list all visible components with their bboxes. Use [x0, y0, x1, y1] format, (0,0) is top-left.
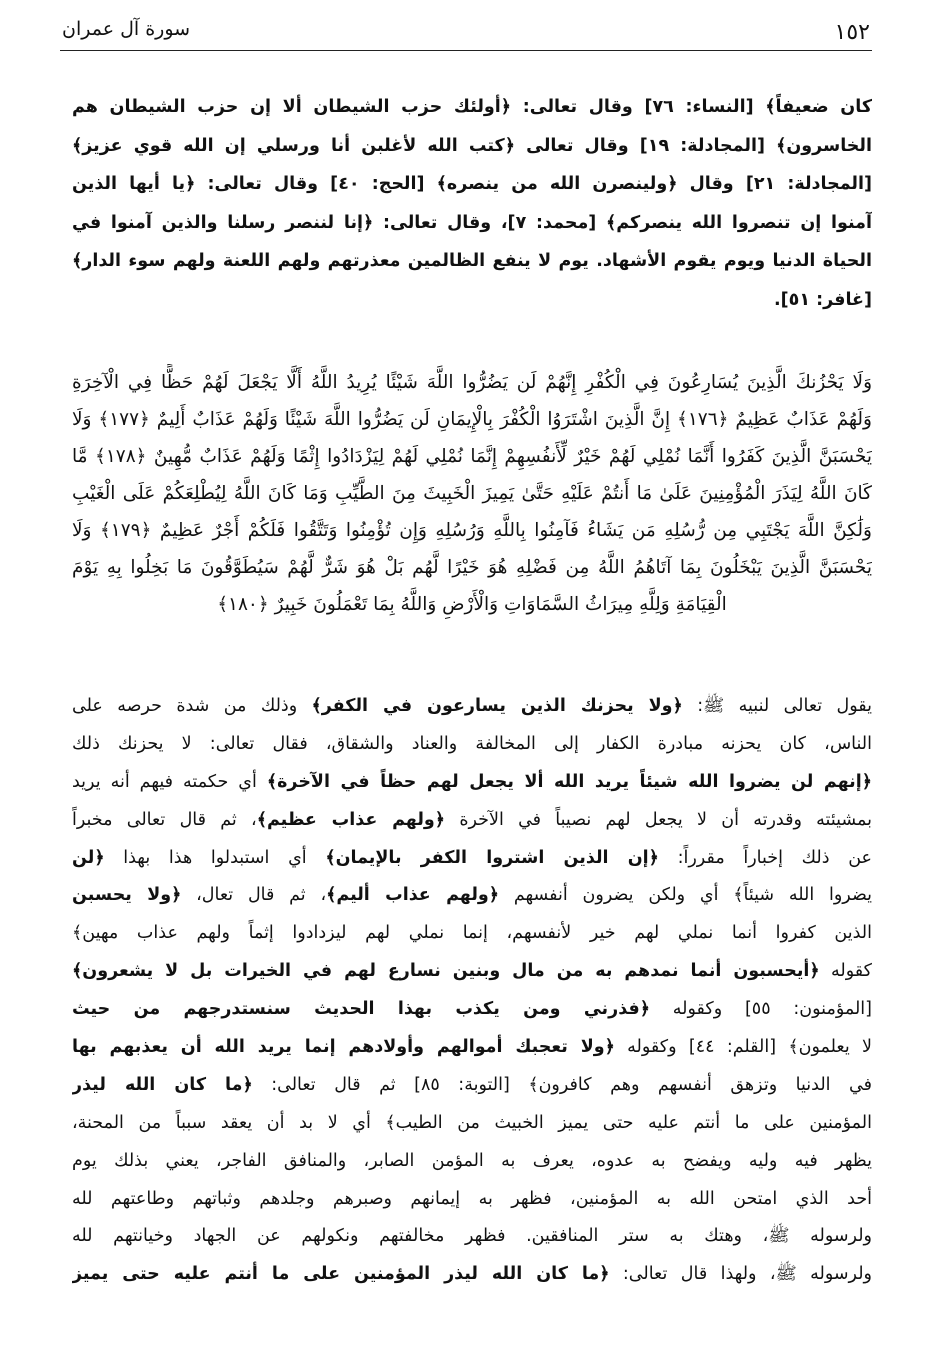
text-line: [غافر: ٥١].: [774, 289, 872, 310]
text-line: آمنوا إن تنصروا الله ينصركم﴾ [محمد: ٧]، وقال تعالى: ﴿إنا لننصر رسلنا والذين آمنوا في: [72, 212, 872, 233]
commentary-line: أحد الذي امتحن الله به المؤمنين، فظهر به إيمانهم وصبرهم وجلدهم وثباتهم وطاعتهم لله: [72, 1188, 872, 1209]
commentary-line: المؤمنين على ما أنتم عليه حتى يميز الخبيث من الطيب﴾ أي لا بد أن يعقد سبباً من المحنة،: [72, 1112, 872, 1133]
text-line: الخاسرون﴾ [المجادلة: ١٩] وقال تعالى ﴿كتب الله لأغلبن أنا ورسلي إن الله قوي عزيز﴾: [72, 135, 872, 156]
commentary-line: في الدنيا وتزهق أنفسهم وهم كافرون﴾ [التوبة: ٨٥] ثم قال تعالى: ﴿ما كان الله ليذر: [72, 1074, 872, 1095]
commentary-line: ﴿إنهم لن يضروا الله شيئاً يريد الله ألا يجعل لهم حظاً في الآخرة﴾ أي حكمته فيهم أنه يريد: [72, 771, 872, 792]
text-line: [المجادلة: ٢١] وقال ﴿ولينصرن الله من ينصره﴾ [الحج: ٤٠] وقال تعالى: ﴿يا أيها الذين: [72, 174, 872, 194]
text-line: كان ضعيفاً﴾ [النساء: ٧٦] وقال تعالى: ﴿أولئك حزب الشيطان ألا إن حزب الشيطان هم: [72, 97, 872, 117]
verse-line: يَحْسَبَنَّ الَّذِينَ كَفَرُوا أَنَّمَا نُمْلِي لَهُمْ خَيْرٌ لِّأَنفُسِهِمْ إِنَّمَا نُمْلِي لَهُمْ لِيَزْدَادُوا إِثْمًا وَلَهُمْ عَذَابٌ مُّهِينٌ ﴿١٧٨﴾ مَّا: [72, 446, 872, 467]
commentary-line: [المؤمنون: ٥٥] وكقوله ﴿فذرني ومن يكذب بهذا الحديث سنستدرجهم من حيث: [72, 999, 872, 1020]
verse-line: وَلَٰكِنَّ اللَّهَ يَجْتَبِي مِن رُّسُلِهِ مَن يَشَاءُ فَآمِنُوا بِاللَّهِ وَرُسُلِهِ وَإِن تُؤْمِنُوا وَتَتَّقُوا فَلَكُمْ أَجْرٌ عَظِيمٌ ﴿١٧٩﴾ وَلَا: [72, 520, 872, 541]
commentary-line: بمشيئته وقدرته أن لا يجعل لهم نصيباً في الآخرة ﴿ولهم عذاب عظيم﴾، ثم قال تعالى مخبراً: [72, 809, 872, 830]
page-number: ١٥٢: [834, 20, 870, 45]
surah-title: سورة آل عمران: [62, 18, 191, 40]
commentary-line: الذين كفروا أنما نملي لهم خير لأنفسهم، إنما نملي لهم ليزدادوا إثماً ولهم عذاب مهين﴾: [72, 923, 872, 944]
verse-line: وَلَهُمْ عَذَابٌ عَظِيمٌ ﴿١٧٦﴾ إِنَّ الَّذِينَ اشْتَرَوُا الْكُفْرَ بِالْإِيمَانِ لَن يَضُرُّوا اللَّهَ شَيْئًا وَلَهُمْ عَذَابٌ أَلِيمٌ ﴿١٧٧﴾ وَلَا: [72, 409, 872, 430]
commentary-line: يقول تعالى لنبيه ﷺ: ﴿ولا يحزنك الذين يسارعون في الكفر﴾ وذلك من شدة حرصه على: [72, 696, 872, 716]
verse-line: كَانَ اللَّهُ لِيَذَرَ الْمُؤْمِنِينَ عَلَىٰ مَا أَنتُمْ عَلَيْهِ حَتَّىٰ يَمِيزَ الْخَبِيثَ مِنَ الطَّيِّبِ وَمَا كَانَ اللَّهُ لِيُطْلِعَكُمْ عَلَى الْغَيْبِ: [72, 483, 872, 504]
verse-line: يَحْسَبَنَّ الَّذِينَ يَبْخَلُونَ بِمَا آتَاهُمُ اللَّهُ مِن فَضْلِهِ هُوَ خَيْرًا لَّهُم بَلْ هُوَ شَرٌّ لَّهُمْ سَيُطَوَّقُونَ مَا بَخِلُوا بِهِ يَوْمَ: [72, 557, 872, 578]
commentary-line: ولرسوله ﷺ، ولهذا قال تعالى: ﴿ما كان الله ليذر المؤمنين على ما أنتم عليه حتى يميز: [72, 1264, 872, 1285]
commentary-line: عن ذلك إخباراً مقرراً: ﴿إن الذين اشتروا الكفر بالإيمان﴾ أي استبدلوا هذا بهذا ﴿لن: [72, 847, 872, 868]
commentary-line: ولرسوله ﷺ، وهتك به ستر المنافقين. فظهر مخالفتهم ونكولهم عن الجهاد وخيانتهم لله: [72, 1226, 872, 1247]
commentary-paragraph: [72, 688, 872, 1294]
commentary-line: يظهر فيه وليه ويفضح به عدوه، يعرف به المؤمن الصابر، والمنافق الفاجر، يعني بذلك يوم: [72, 1150, 872, 1171]
intro-paragraph: [72, 88, 872, 319]
commentary-line: لا يعلمون﴾ [القلم: ٤٤] وكقوله ﴿ولا تعجبك أموالهم وأولادهم إنما يريد الله أن يعذبهم بها: [72, 1037, 872, 1058]
text-line: الحياة الدنيا ويوم يقوم الأشهاد. يوم لا ينفع الظالمين معذرتهم ولهم اللعنة ولهم سوء الدار﴾: [72, 251, 872, 271]
commentary-line: يضروا الله شيئاً﴾ أي ولكن يضرون أنفسهم ﴿ولهم عذاب أليم﴾، ثم قال تعال، ﴿ولا يحسبن: [72, 885, 872, 906]
quran-verses-block: [72, 364, 872, 623]
page-header: [60, 0, 872, 51]
verse-line: الْقِيَامَةِ وَلِلَّهِ مِيرَاثُ السَّمَاوَاتِ وَالْأَرْضِ وَاللَّهُ بِمَا تَعْمَلُونَ خَبِيرٌ ﴿١٨٠﴾: [217, 594, 727, 615]
verse-line: وَلَا يَحْزُنكَ الَّذِينَ يُسَارِعُونَ فِي الْكُفْرِ إِنَّهُمْ لَن يَضُرُّوا اللَّهَ شَيْئًا يُرِيدُ اللَّهُ أَلَّا يَجْعَلَ لَهُمْ حَظًّا فِي الْآخِرَةِ: [72, 372, 872, 393]
commentary-line: كقوله ﴿أيحسبون أنما نمدهم به من مال وبنين نسارع لهم في الخيرات بل لا يشعرون﴾: [72, 961, 872, 982]
commentary-line: الناس، كان يحزنه مبادرة الكفار إلى المخالفة والعناد والشقاق، فقال تعالى: لا يحزنك ذلك: [72, 733, 872, 754]
